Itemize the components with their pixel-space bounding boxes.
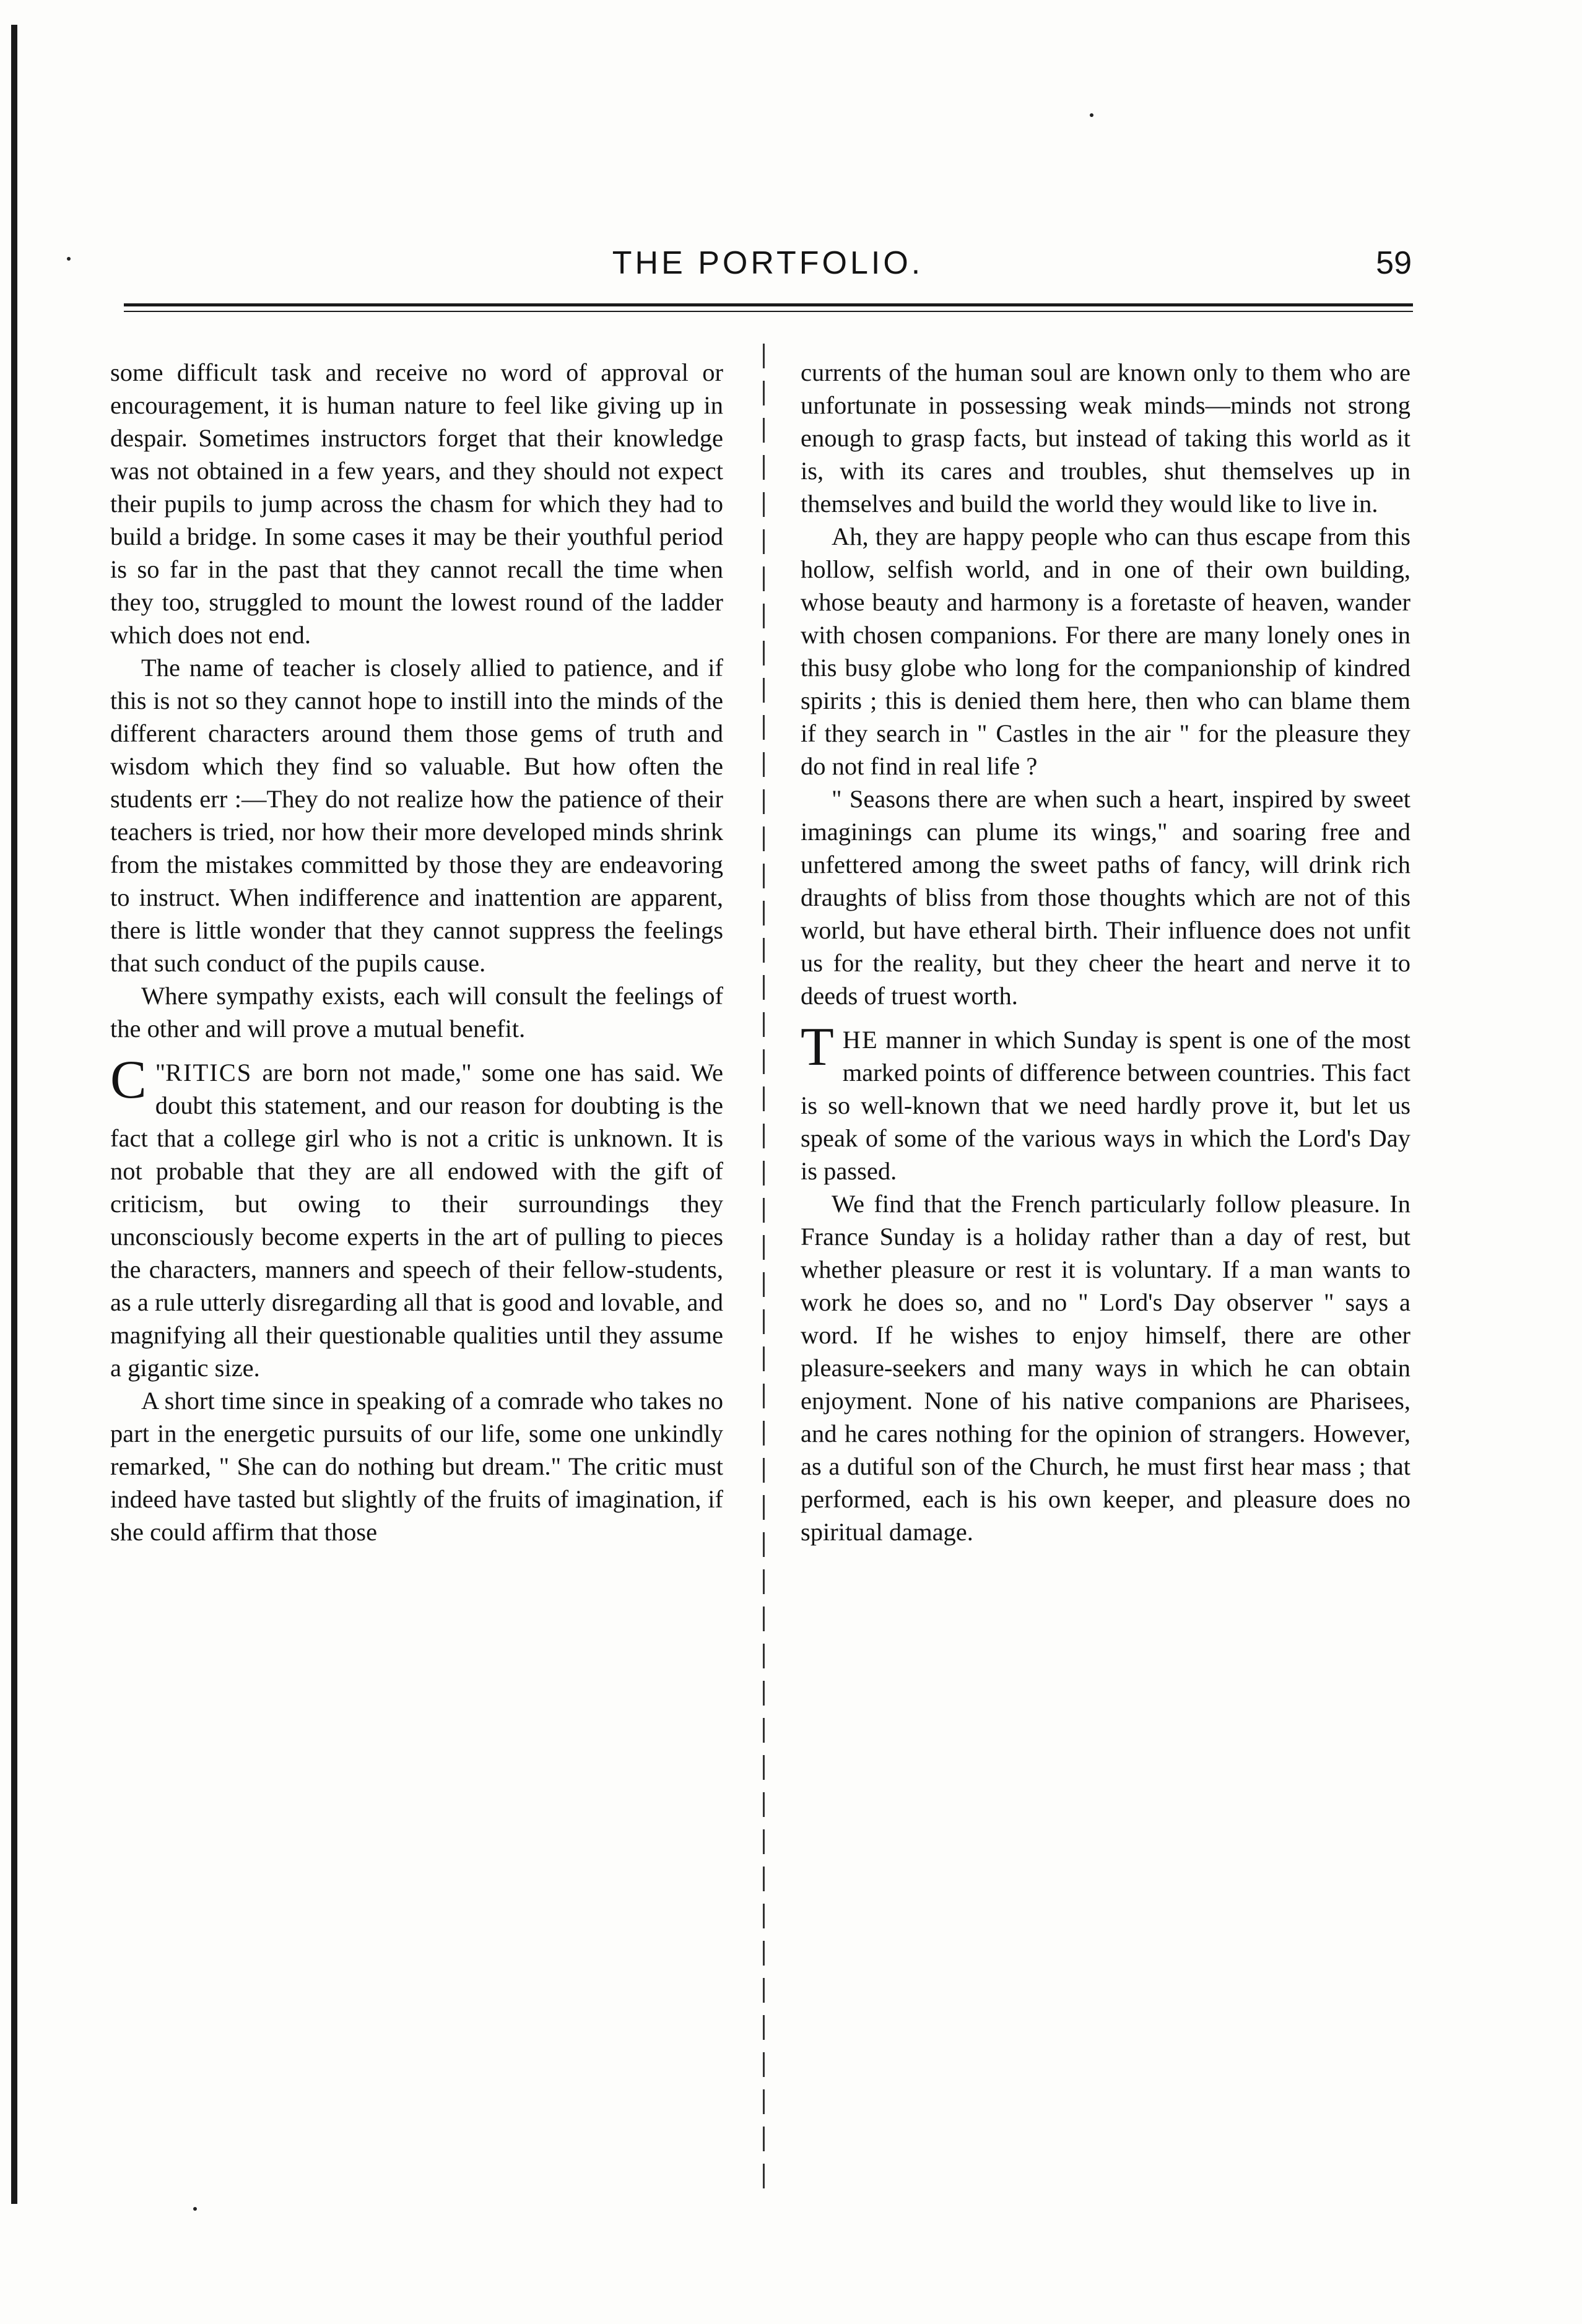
paragraph: Where sympathy exists, each will consult the feelings of the other and will prove a mutual benefit. <box>110 982 723 1043</box>
drop-cap: C <box>110 1050 147 1110</box>
journal-title: THE PORTFOLIO. <box>612 245 924 281</box>
running-header <box>124 245 1412 294</box>
column-divider <box>763 344 765 2195</box>
lead-word: HE <box>842 1026 879 1054</box>
header-rule-thick <box>124 303 1413 306</box>
paragraph: The name of teacher is closely allied to patience, and if this is not so they cannot hope to instill into the minds of the different characters around them those gems of truth and wisdom which they find so valuable. But how often the students err :—They do not realize how the patience of their teachers is tried, nor how their more developed minds shrink from the mistakes committed by those they are endeavoring to instruct. When indifference and inattention are apparent, there is little wonder that they cannot suppress the feelings that such conduct of the pupils cause. <box>110 654 723 977</box>
lead-word: RITICS <box>165 1059 253 1086</box>
left-column <box>110 356 723 1548</box>
paragraph: We find that the French particularly follow pleasure. In France Sunday is a holiday rather than a day of rest, but whether pleasure or rest it is voluntary. If a man wants to work he does so, and no " Lord's Day observer " says a word. If he wishes to enjoy himself, there are other pleasure-seekers and many ways in which he can obtain enjoyment. None of his native companions are Pharisees, and he cares nothing for the opinion of strangers. However, as a dutiful son of the Church, he must first hear mass ; that performed, each is his own keeper, and pleasure does no spiritual damage. <box>801 1190 1410 1546</box>
sunday-paragraph <box>801 1017 1410 1187</box>
critics-paragraph <box>110 1050 723 1384</box>
ink-speck <box>67 257 71 261</box>
page-number: 59 <box>1376 245 1412 281</box>
paragraph: Ah, they are happy people who can thus escape from this hollow, selfish world, and in one of their own building, whose beauty and harmony is a foretaste of heaven, wander with chosen companions. For there are many lonely ones in this busy globe who long for the companionship of kindred spirits ; this is denied them here, then who can blame them if they search in " Castles in the air " for the pleasure they do not find in real life ? <box>801 522 1410 780</box>
ink-speck <box>193 2207 197 2211</box>
right-column <box>801 356 1410 1548</box>
opening-quote: " <box>155 1059 166 1086</box>
paragraph: A short time since in speaking of a comrade who takes no part in the energetic pursuits of our life, some one unkindly remarked, " She can do nothing but dream." The critic must indeed have tasted but slightly of the fruits of imagination, if she could affirm that those <box>110 1387 723 1546</box>
paragraph: " Seasons there are when such a heart, inspired by sweet imaginings can plume its wings," and soaring free and unfettered among the sweet paths of fancy, will drink rich draughts of bliss from those thoughts which are not of this world, but have etheral birth. Their influence does not unfit us for the reality, but they cheer the heart and nerve it to deeds of truest worth. <box>801 785 1410 1010</box>
page-binding-edge <box>11 25 17 2204</box>
paragraph: currents of the human soul are known only to them who are unfortunate in possessing weak minds—minds not strong enough to grasp facts, but instead of taking this world as it is, with its cares and troubles, shut themselves up in themselves and build the world they would like to live in. <box>801 358 1410 518</box>
header-rule-thin <box>124 311 1413 312</box>
paragraph: some difficult task and receive no word of approval or encouragement, it is human nature to feel like giving up in despair. Sometimes instructors forget that their knowledge was not obtained in a few years, and they should not expect their pupils to jump across the chasm for which they had to build a bridge. In some cases it may be their youthful period is so far in the past that they cannot recall the time when they too, struggled to mount the lowest round of the ladder which does not end. <box>110 358 723 649</box>
paragraph-text: manner in which Sunday is spent is one of the most marked points of difference between countries. This fact is so well-known that we need hardly prove it, but let us speak of some of the various ways in which the Lord's Day is passed. <box>801 1026 1410 1185</box>
drop-cap: T <box>801 1017 834 1077</box>
paragraph-text: are born not made," some one has said. We doubt this statement, and our reason for doubting is the fact that a college girl who is not a critic is unknown. It is not probable that they are all endowed with the gift of criticism, but owing to their surroundings they unconsciously become experts in the art of pulling to pieces the characters, manners and speech of their fellow-students, as a rule utterly disregarding all that is good and lovable, and magnifying all their questionable qualities until they assume a gigantic size. <box>110 1059 723 1382</box>
ink-speck <box>1090 113 1093 117</box>
